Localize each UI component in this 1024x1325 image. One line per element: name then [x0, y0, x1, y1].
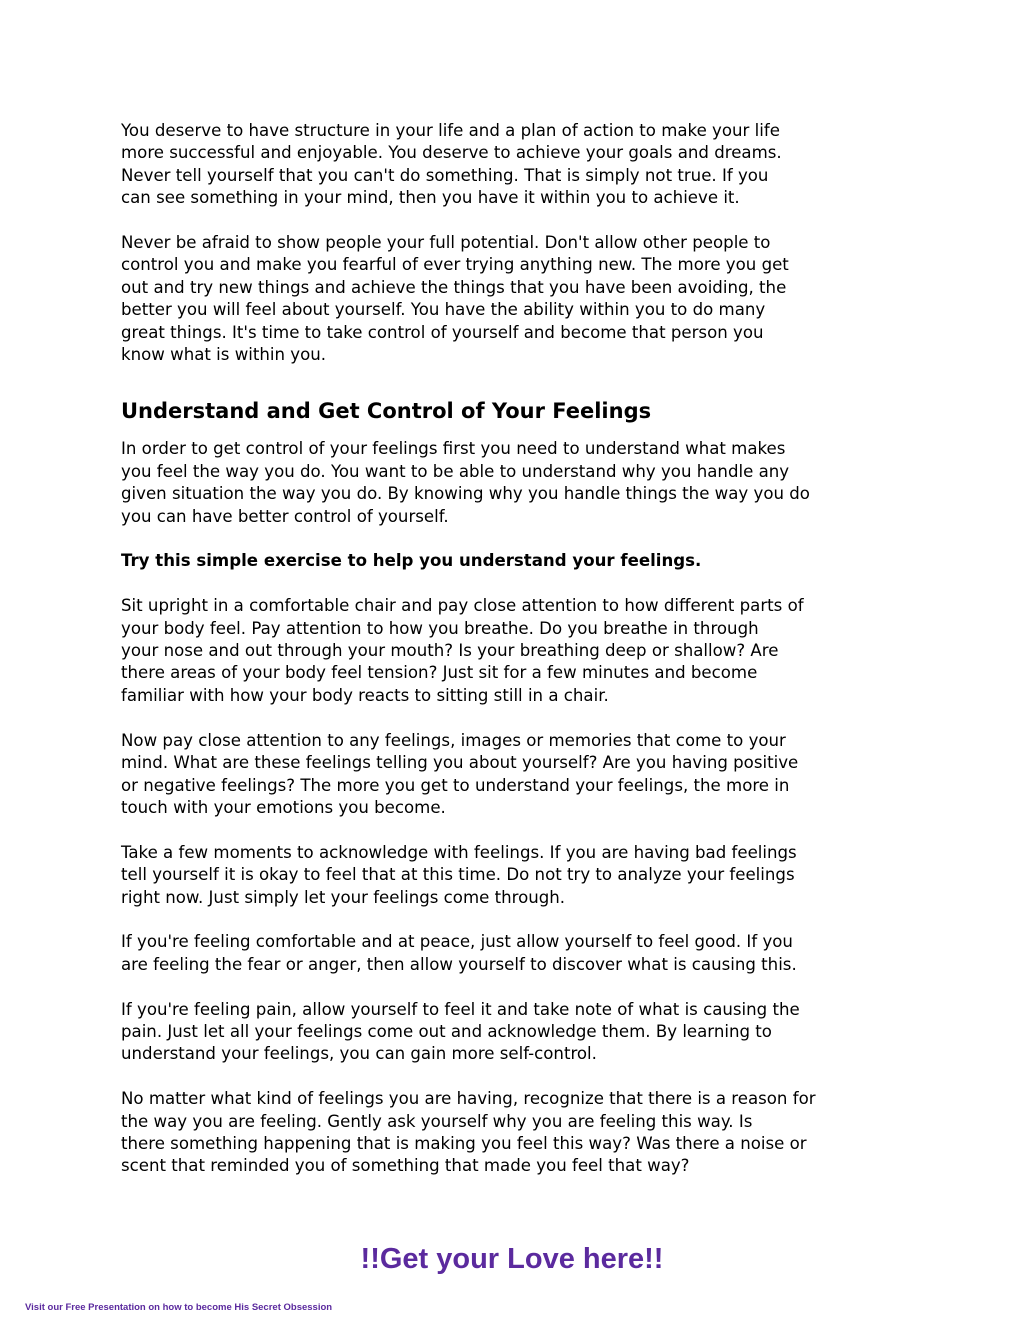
exercise-paragraph-5: If you're feeling pain, allow yourself to feel it and take note of what is causing the pain. Just let all your feelings come out and acknowledge them. By learning to understand your feelings, you can gain more self-control. [121, 999, 800, 1064]
get-your-love-link[interactable]: !!Get your Love here!! [360, 1243, 664, 1275]
exercise-paragraph-6: No matter what kind of feelings you are having, recognize that there is a reason for the way you are feeling. Gently ask yourself why you are feeling this way. Is there something happening that is making you feel this way? Was there a noise or scent that reminded you of something that made you feel that way? [121, 1089, 816, 1176]
exercise-heading: Try this simple exercise to help you understand your feelings. [121, 551, 702, 571]
section-intro-paragraph: In order to get control of your feelings first you need to understand what makes you feel the way you do. You want to be able to understand why you handle any given situation the way you do. By knowing why you handle things the way you do you can have better control of yourself. [121, 439, 810, 526]
exercise-paragraph-2: Now pay close attention to any feelings, images or memories that come to your mind. What are these feelings telling you about yourself? Are you having positive or negative feelings? The more you get to understand your feelings, the more in touch with your emotions you become. [121, 730, 799, 817]
section-heading: Understand and Get Control of Your Feelings [121, 399, 652, 424]
exercise-paragraph-3: Take a few moments to acknowledge with feelings. If you are having bad feelings tell yourself it is okay to feel that at this time. Do not try to analyze your feelings right now. Just simply let your feelings come through. [121, 842, 797, 907]
exercise-paragraph-4: If you're feeling comfortable and at peace, just allow yourself to feel good. If you are feeling the fear or anger, then allow yourself to discover what is causing this. [121, 932, 797, 974]
intro-paragraph-1: You deserve to have structure in your life and a plan of action to make your life more successful and enjoyable. You deserve to achieve your goals and dreams. Never tell yourself that you can't do something. That is simply not true. If you can see something in your mind, then you have it within you to achieve it. [121, 121, 782, 208]
exercise-paragraph-1: Sit upright in a comfortable chair and pay close attention to how different parts of your body feel. Pay attention to how you breathe. Do you breathe in through your nose and out through your mouth? Is your breathing deep or shallow? Are there areas of your body feel tension? Just sit for a few minutes and become familiar with how your body reacts to sitting still in a chair. [121, 596, 804, 705]
free-presentation-link[interactable]: Visit our Free Presentation on how to become His Secret Obsession [25, 1302, 333, 1313]
document-body [121, 120, 911, 1178]
intro-paragraph-2: Never be afraid to show people your full potential. Don't allow other people to control you and make you fearful of ever trying anything new. The more you get out and try new things and achieve the things that you have been avoiding, the better you will feel about yourself. You have the ability within you to do many great things. It's time to take control of yourself and become that person you know what is within you. [121, 233, 789, 365]
